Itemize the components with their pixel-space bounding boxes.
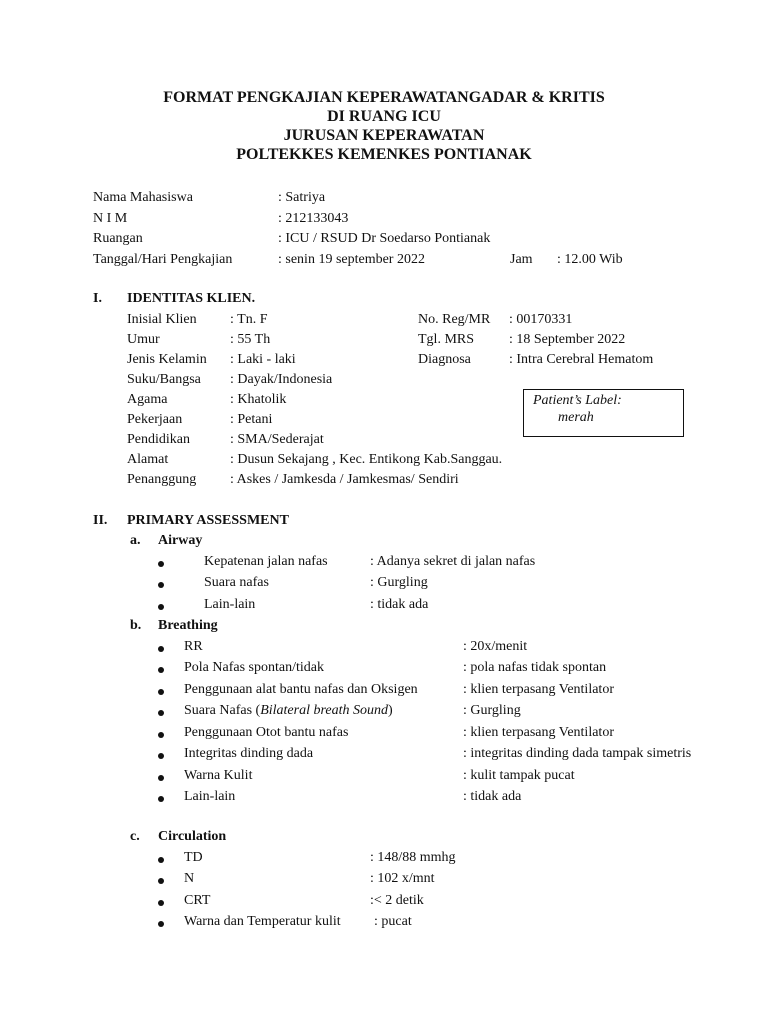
circulation-item-label: TD [184,850,203,865]
breathing-item-value: : tidak ada [463,789,522,804]
bullet [158,921,164,927]
breath-sound-label-italic: Bilateral breath Sound [260,703,388,718]
time-value: : 12.00 Wib [557,252,623,267]
breathing-item-label: Lain-lain [184,789,236,804]
breathing-item-label: RR [184,639,203,654]
title-line-2: DI RUANG ICU [327,108,441,125]
circulation-title: Circulation [158,829,227,844]
bullet [158,732,164,738]
section-2-title: PRIMARY ASSESSMENT [127,513,289,528]
circulation-item-value: : pucat [374,914,412,929]
admission-date-value: : 18 September 2022 [509,332,626,347]
bullet [158,604,164,610]
airway-item-value: : Gurgling [370,575,428,590]
client-age-value: : 55 Th [230,332,271,347]
airway-item-label: Kepatenan jalan nafas [204,554,328,569]
bullet [158,900,164,906]
client-address-value: : Dusun Sekajang , Kec. Entikong Kab.Sanggau. [230,452,503,467]
client-initial-value: : Tn. F [230,312,268,327]
breathing-item-value: : klien terpasang Ventilator [463,682,614,697]
bullet [158,775,164,781]
student-name-value: : Satriya [278,190,326,205]
client-guarantor-label: Penanggung [127,472,197,487]
circulation-item-value: : 102 x/mnt [370,871,435,886]
bullet [158,878,164,884]
airway-item-value: : Adanya sekret di jalan nafas [370,554,536,569]
breathing-item-value: : 20x/menit [463,639,528,654]
section-1-title: IDENTITAS KLIEN. [127,291,256,306]
breathing-item-label: Integritas dinding dada [184,746,314,761]
circulation-item-label: N [184,871,195,886]
breathing-item-label: Penggunaan alat bantu nafas dan Oksigen [184,682,418,697]
bullet [158,582,164,588]
bullet [158,710,164,716]
client-gender-label: Jenis Kelamin [127,352,207,367]
room-label: Ruangan [93,231,143,246]
diagnosis-label: Diagnosa [418,352,471,367]
breathing-item-value: : klien terpasang Ventilator [463,725,614,740]
breathing-letter: b. [130,618,142,633]
client-gender-value: : Laki - laki [230,352,296,367]
client-education-label: Pendidikan [127,432,190,447]
bullet [158,667,164,673]
room-value: : ICU / RSUD Dr Soedarso Pontianak [278,231,491,246]
breathing-item-value: : kulit tampak pucat [463,768,575,783]
client-religion-value: : Khatolik [230,392,287,407]
title-line-3: JURUSAN KEPERAWATAN [283,127,485,144]
client-religion-label: Agama [127,392,168,407]
breath-sound-label-pre: Suara Nafas ( [184,703,261,718]
client-address-label: Alamat [127,452,169,467]
circulation-letter: c. [130,829,140,844]
breathing-item-label: Warna Kulit [184,768,253,783]
time-label: Jam [510,252,533,267]
bullet [158,753,164,759]
bullet [158,689,164,695]
client-age-label: Umur [127,332,160,347]
client-ethnicity-label: Suku/Bangsa [127,372,201,387]
breathing-item-value: : Gurgling [463,703,521,718]
airway-title: Airway [158,533,203,548]
admission-date-label: Tgl. MRS [418,332,475,347]
breathing-item-label: Pola Nafas spontan/tidak [184,660,324,675]
airway-item-label: Lain-lain [204,597,256,612]
patient-label-title: Patient’s Label: [533,393,622,408]
client-job-value: : Petani [230,412,273,427]
circulation-item-value: : 148/88 mmhg [370,850,456,865]
breath-sound-label-post: ) [388,703,393,718]
circulation-item-label: CRT [184,893,211,908]
airway-item-value: : tidak ada [370,597,429,612]
breathing-item-label: Penggunaan Otot bantu nafas [184,725,349,740]
student-name-label: Nama Mahasiswa [93,190,193,205]
breathing-item-label [184,703,393,719]
diagnosis-value: : Intra Cerebral Hematom [509,352,654,367]
breathing-item-value: : pola nafas tidak spontan [463,660,607,675]
bullet [158,857,164,863]
circulation-item-label: Warna dan Temperatur kulit [184,914,341,929]
client-education-value: : SMA/Sederajat [230,432,324,447]
bullet [158,796,164,802]
student-nim-value: : 212133043 [278,211,349,226]
breathing-title: Breathing [158,618,218,633]
airway-item-label: Suara nafas [204,575,269,590]
reg-number-label: No. Reg/MR [418,312,491,327]
assessment-date-label: Tanggal/Hari Pengkajian [93,252,233,267]
circulation-item-value: :< 2 detik [370,893,424,908]
section-2-number: II. [93,513,108,528]
breathing-item-value: : integritas dinding dada tampak simetris [463,746,692,761]
section-1-number: I. [93,291,102,306]
client-guarantor-value: : Askes / Jamkesda / Jamkesmas/ Sendiri [230,472,459,487]
title-line-4: POLTEKKES KEMENKES PONTIANAK [236,146,532,163]
bullet [158,561,164,567]
airway-letter: a. [130,533,141,548]
client-ethnicity-value: : Dayak/Indonesia [230,372,333,387]
assessment-date-value: : senin 19 september 2022 [278,252,425,267]
title-line-1: FORMAT PENGKAJIAN KEPERAWATANGADAR & KRITIS [163,89,605,106]
reg-number-value: : 00170331 [509,312,573,327]
client-job-label: Pekerjaan [127,412,183,427]
patient-label-value: merah [558,410,594,425]
bullet [158,646,164,652]
student-nim-label: N I M [93,211,128,226]
client-initial-label: Inisial Klien [127,312,197,327]
